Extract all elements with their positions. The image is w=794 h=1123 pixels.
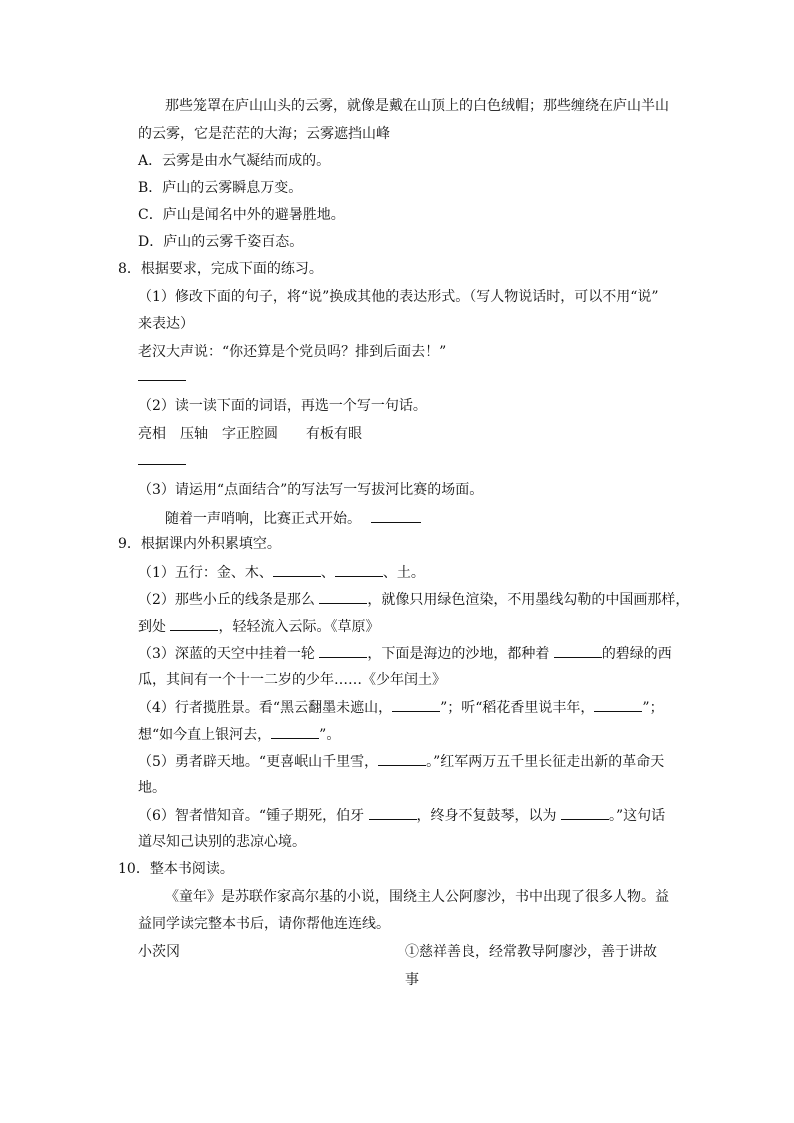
- q9-s3-text-b: ，下面是海边的沙地，都种着: [367, 646, 554, 662]
- q8-part3-line: [165, 508, 421, 528]
- q10-title: 10．整本书阅读。: [118, 861, 234, 877]
- q9-s4-blank-1[interactable]: [392, 697, 440, 712]
- q8-part1-sentence: 老汉大声说：“你还算是个党员吗？排到后面去！”: [138, 344, 447, 360]
- q8-part1-answer-blank[interactable]: [138, 366, 186, 386]
- q9-s2-line-1: [138, 589, 689, 609]
- q10-description-line-2: 事: [405, 972, 419, 988]
- q9-s4-text-c: ”；: [642, 700, 664, 716]
- q7-option-b[interactable]: B．庐山的云雾瞬息万变。: [138, 180, 303, 196]
- q8-title: 8．根据要求，完成下面的练习。: [118, 261, 323, 277]
- q9-s4-blank-3[interactable]: [271, 724, 319, 739]
- q9-s4-text-b: ”；听“稻花香里说丰年，: [440, 700, 595, 716]
- q9-s5-line-2: 地。: [138, 780, 166, 796]
- q9-s6-text-a: （6）智者惜知音。“锺子期死，伯牙: [138, 808, 369, 824]
- q7-option-d[interactable]: D．庐山的云雾千姿百态。: [138, 234, 304, 250]
- q9-s4-text-a: （4）行者揽胜景。看“黑云翻墨未遮山，: [138, 700, 393, 716]
- q8-part1-instruction-line-2: 来表达）: [138, 316, 194, 332]
- q9-s2-text-a: （2）那些小丘的线条是那么: [138, 592, 320, 608]
- q9-s1-line: [138, 562, 425, 582]
- q9-s3-line-2: 瓜，其间有一个十一二岁的少年……《少年闰土》: [138, 672, 446, 688]
- q9-s5-text-a: （5）勇者辟天地。“更喜岷山千里雪，: [138, 754, 379, 770]
- q9-s4-text-d: 想“如今直上银河去，: [138, 727, 272, 743]
- q7-option-a[interactable]: A．云雾是由水气凝结而成的。: [138, 153, 331, 169]
- q8-part3-start: 随着一声哨响，比赛正式开始。: [165, 511, 361, 527]
- q9-s1-blank-2[interactable]: [335, 562, 383, 577]
- q9-s1-blank-1[interactable]: [273, 562, 321, 577]
- q9-s3-text-c: 的碧绿的西: [601, 646, 672, 662]
- q7-option-c[interactable]: C．庐山是闻名中外的避暑胜地。: [138, 207, 345, 223]
- q9-s2-line-2: [138, 616, 379, 636]
- q9-s2-blank-1[interactable]: [319, 589, 367, 604]
- q9-s2-text-d: ，轻轻流入云际。《草原》: [218, 619, 380, 635]
- q8-part2-instruction: （2）读一读下面的词语，再选一个写一句话。: [138, 398, 427, 414]
- q9-s2-text-c: 到处: [138, 619, 171, 635]
- q8-part3-instruction: （3）请运用“点面结合”的写法写一写拔河比赛的场面。: [138, 482, 484, 498]
- q9-s4-line-2: [138, 724, 340, 744]
- q8-part3-blank[interactable]: [371, 508, 421, 523]
- q8-part1-instruction-line-1: （1）修改下面的句子，将“说”换成其他的表达形式。（写人物说话时，可以不用“说”: [138, 289, 659, 305]
- q10-intro-line-1: 《童年》是苏联作家高尔基的小说，围绕主人公阿廖沙，书中出现了很多人物。益: [165, 889, 669, 905]
- q9-s1-separator: 、: [320, 565, 335, 581]
- q9-s5-line-1: [138, 751, 664, 771]
- q10-intro-line-2: 益同学读完整本书后，请你帮他连连线。: [138, 916, 390, 932]
- q9-s2-blank-2[interactable]: [170, 616, 218, 631]
- q9-s5-text-b: 。”红军两万五千里长征走出新的革命天: [426, 754, 665, 770]
- q9-s6-line-2: 道尽知己诀别的悲凉心境。: [138, 834, 306, 850]
- q9-s3-line-1: [138, 643, 672, 663]
- q9-s4-text-e: ”。: [319, 727, 341, 743]
- q9-s4-blank-2[interactable]: [594, 697, 642, 712]
- q9-s1-text-end: 、土。: [382, 565, 425, 581]
- q10-character-name[interactable]: 小茨冈: [138, 944, 180, 960]
- q9-s6-blank-2[interactable]: [561, 805, 609, 820]
- q9-s6-text-c: 。”这句话: [608, 808, 666, 824]
- q10-description-line-1[interactable]: ①慈祥善良，经常教导阿廖沙，善于讲故: [405, 944, 657, 960]
- q9-s6-line-1: [138, 805, 665, 825]
- q9-s3-text-a: （3）深蓝的天空中挂着一轮: [138, 646, 320, 662]
- q9-s3-blank-1[interactable]: [319, 643, 367, 658]
- q7-passage-line-1: 那些笼罩在庐山山头的云雾，就像是戴在山顶上的白色绒帽；那些缠绕在庐山半山: [165, 98, 669, 114]
- q8-part2-answer-blank[interactable]: [138, 450, 186, 470]
- q9-s1-text-a: （1）五行：金、木、: [138, 565, 273, 581]
- q8-part2-words: 亮相 压轴 字正腔圆 有板有眼: [138, 426, 362, 442]
- q9-s3-blank-2[interactable]: [554, 643, 602, 658]
- q9-title: 9．根据课内外积累填空。: [118, 536, 281, 552]
- q9-s5-blank-1[interactable]: [378, 751, 426, 766]
- q9-s4-line-1: [138, 697, 664, 717]
- q9-s6-blank-1[interactable]: [369, 805, 417, 820]
- q9-s6-text-b: ，终身不复鼓琴，以为: [416, 808, 561, 824]
- q9-s2-text-b: ，就像只用绿色渲染，不用墨线勾勒的中国画那样，: [367, 592, 690, 608]
- q7-passage-line-2: 的云雾，它是茫茫的大海；云雾遮挡山峰: [138, 126, 390, 142]
